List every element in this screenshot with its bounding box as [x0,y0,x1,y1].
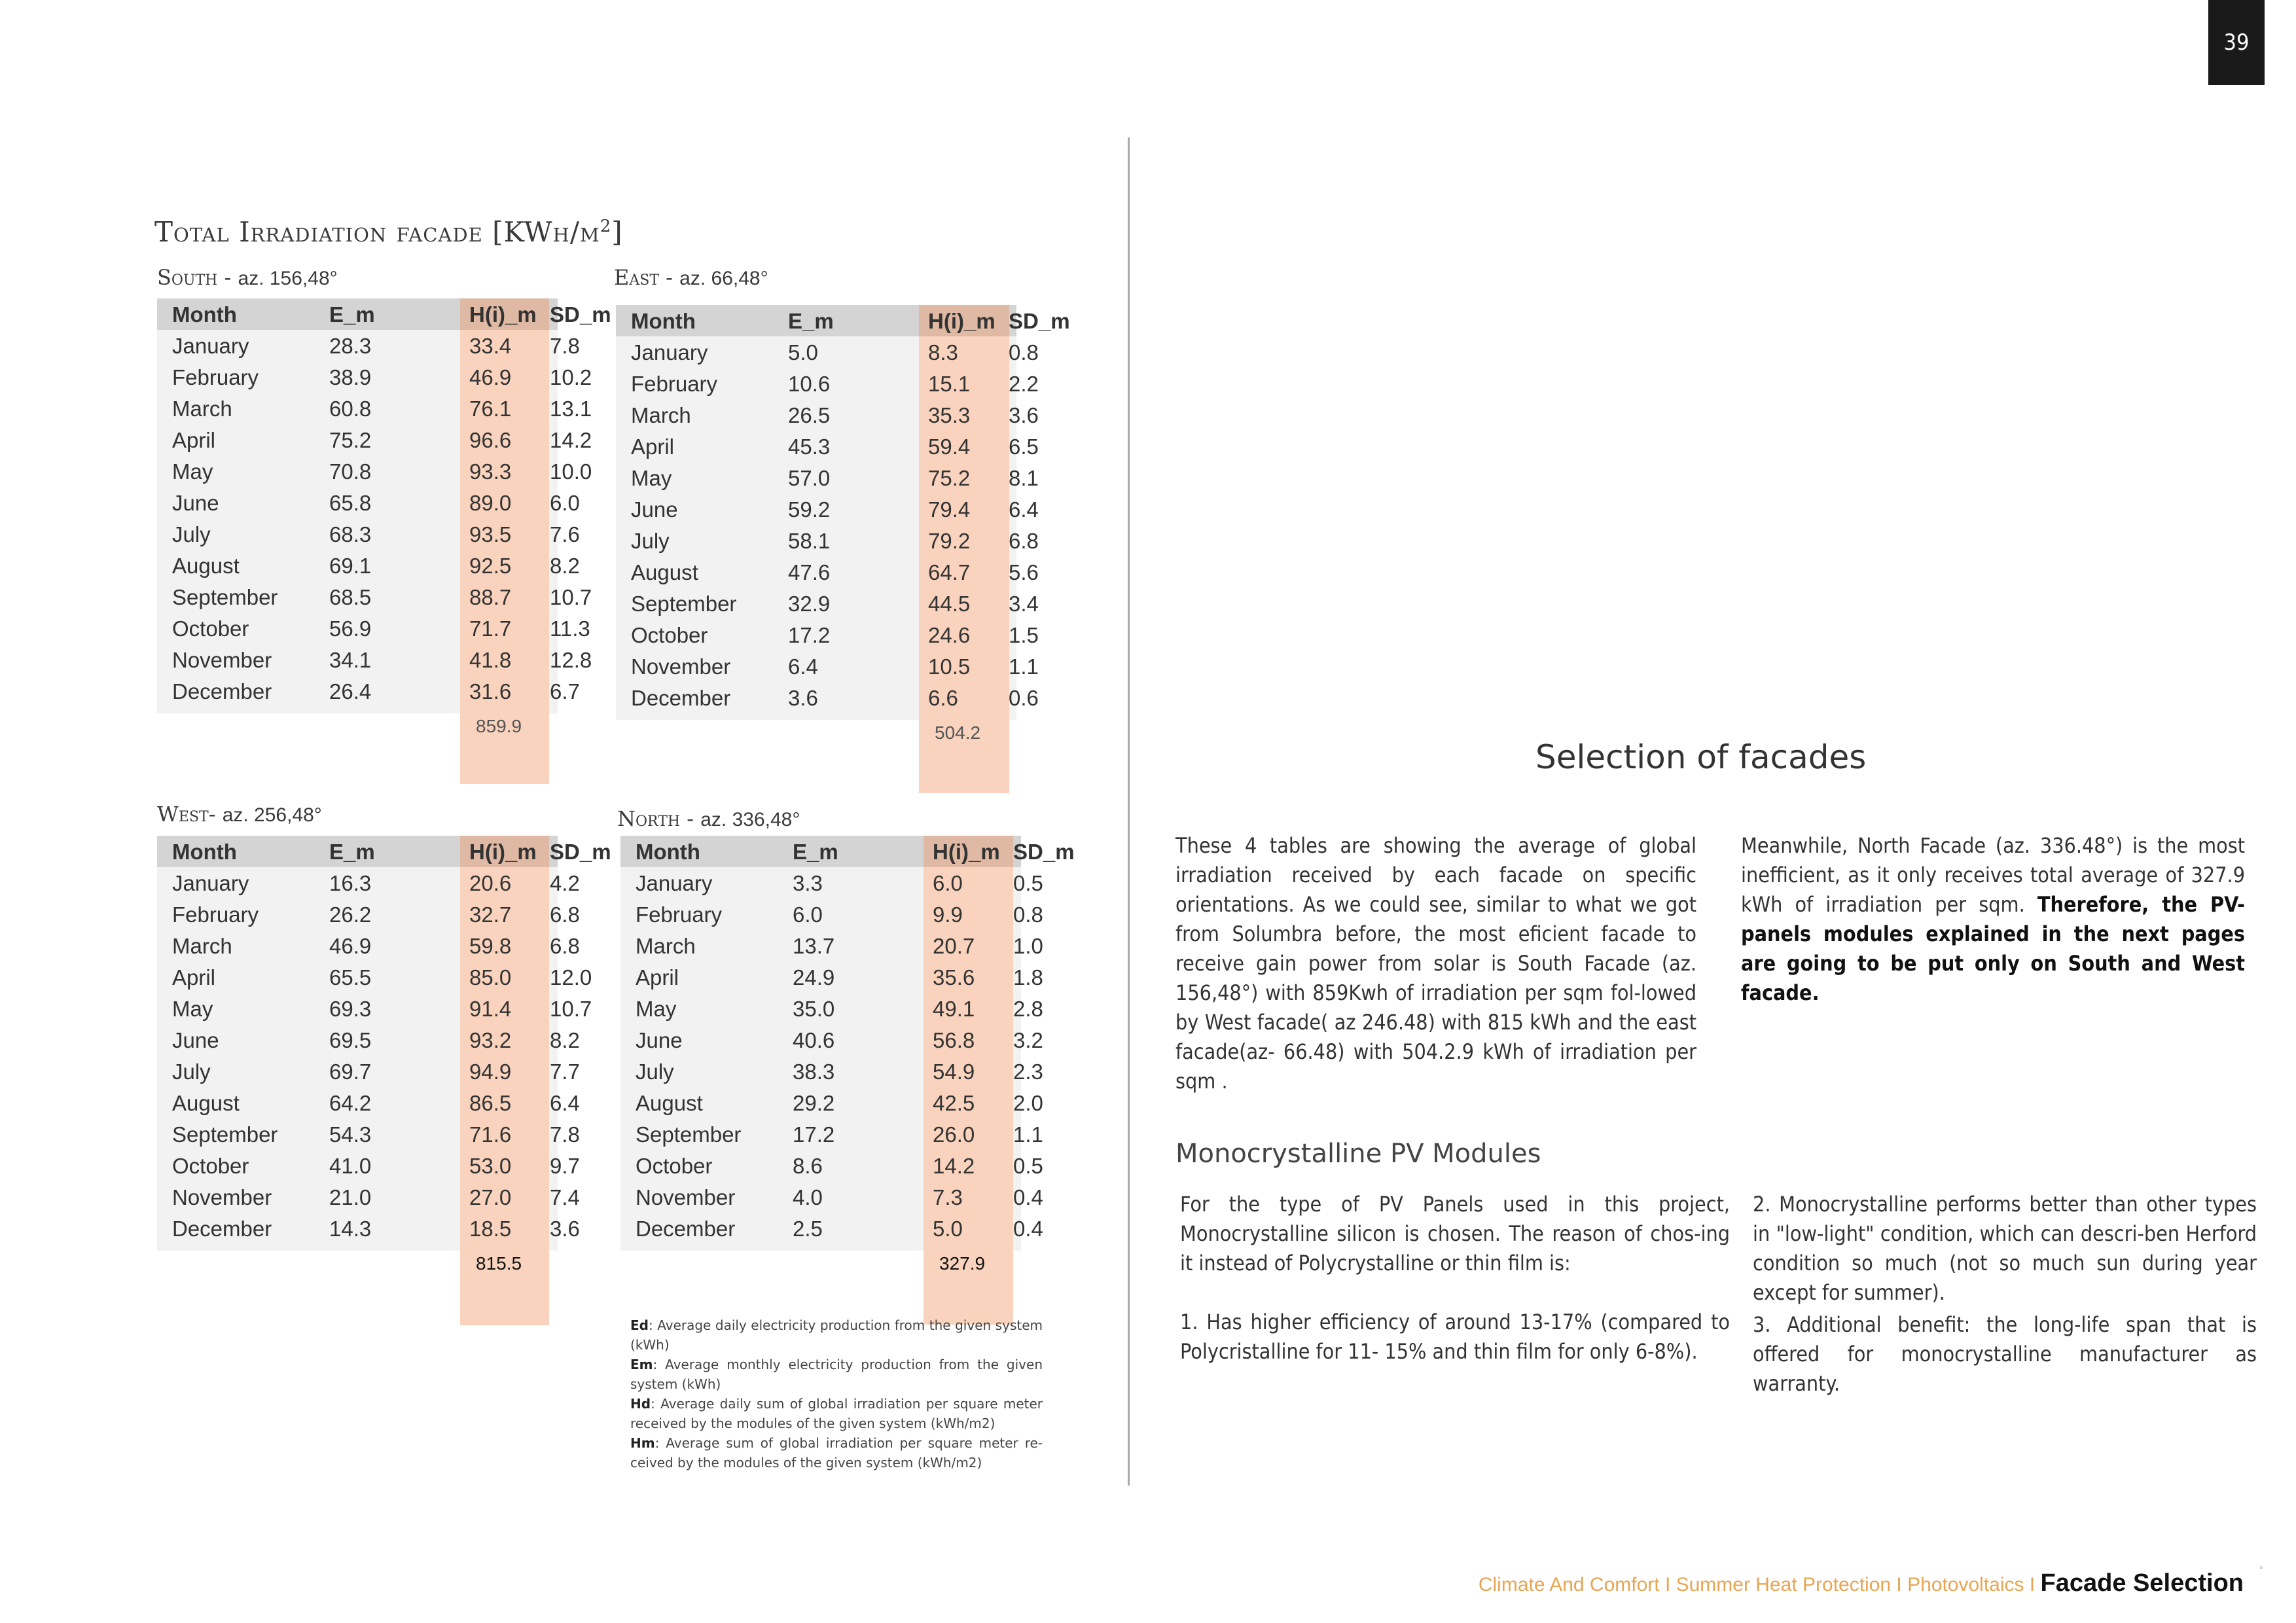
page-title-text: Total Irradiation facade [KWh/m [154,216,600,248]
month-cell: November [172,1185,272,1209]
value-cell: 0.4 [1013,1217,1043,1241]
column-header: Month [631,309,696,333]
value-cell: 68.3 [329,522,372,546]
value-cell: 4.0 [793,1185,823,1209]
value-cell: 17.2 [793,1122,835,1147]
column-header: H(i)_m [469,302,537,327]
legend-text: : Average daily electricity production from the given system (kWh) [630,1317,1043,1353]
value-cell: 59.2 [788,497,831,522]
north-table [620,836,1075,1325]
value-cell: 3.6 [1009,403,1039,427]
value-cell: 6.0 [550,491,580,515]
value-cell: 69.5 [329,1028,372,1052]
value-cell: 54.3 [329,1122,372,1147]
value-cell: 17.2 [788,623,831,647]
selection-paragraph-1: These 4 tables are showing the average of global irradiation received by each facade on specific orientations. As we could see, similar to what we got from Solumbra before, the most eficient facade to receive gain power from solar is South Facade (az. 156,48°) with 859Kwh of irradiation per sqm fol-lowed by West facade( az 246.48) with 815 kWh and the east facade(az- 66.48) with 504.2.9 kWh of irradiation per sqm . [1175,833,1696,1094]
value-cell: 10.7 [550,997,592,1021]
month-cell: July [631,529,670,553]
value-cell: 5.0 [788,340,818,365]
value-cell: 24.6 [928,623,971,647]
column-header: E_m [788,309,834,333]
annual-total: 815.5 [476,1253,522,1274]
abbreviation-legend [630,1315,1043,1472]
month-cell: February [172,902,259,927]
month-cell: May [172,997,213,1021]
value-cell: 24.9 [793,965,835,990]
month-cell: December [636,1217,736,1241]
column-header: Month [172,840,237,864]
month-cell: July [172,1060,211,1084]
mono-point-2: 2. Monocrystalline performs better than other types in "low-light" condition, which can descri-ben Herford condition so much (not so much sun during year except for summer). [1753,1192,2257,1305]
value-cell: 85.0 [469,965,512,990]
legend-term: Hm [630,1435,655,1451]
value-cell: 93.3 [469,459,512,484]
east-table [616,305,1070,793]
column-header: SD_m [1013,840,1075,864]
south-label [157,265,338,290]
value-cell: 6.8 [550,934,580,958]
month-cell: November [172,648,272,672]
month-cell: June [172,491,219,515]
value-cell: 0.6 [1009,686,1039,710]
legend-text: : Average sum of global irradiation per square meter re-ceived by the modules of the given system (kWh/m2) [630,1435,1043,1471]
value-cell: 89.0 [469,491,512,515]
value-cell: 9.9 [933,902,963,927]
column-divider [1128,137,1130,1486]
value-cell: 14.2 [550,428,592,452]
column-header: SD_m [1009,309,1070,333]
value-cell: 91.4 [469,997,512,1021]
value-cell: 60.8 [329,397,372,421]
value-cell: 3.4 [1009,592,1039,616]
west-azimuth: az. 256,48° [222,804,322,826]
value-cell: 75.2 [928,466,971,490]
annual-total: 327.9 [939,1253,986,1274]
value-cell: 96.6 [469,428,512,452]
value-cell: 6.4 [550,1091,580,1115]
column-header: H(i)_m [933,840,1000,864]
month-cell: August [631,560,698,584]
value-cell: 35.3 [928,403,971,427]
value-cell: 28.3 [329,334,372,358]
month-cell: February [636,902,723,927]
value-cell: 12.0 [550,965,592,990]
value-cell: 45.3 [788,435,831,459]
value-cell: 76.1 [469,397,512,421]
value-cell: 41.0 [329,1154,372,1178]
value-cell: 71.7 [469,616,512,641]
value-cell: 6.0 [933,871,963,895]
month-cell: April [631,435,675,459]
east-label [614,265,768,290]
value-cell: 14.2 [933,1154,975,1178]
value-cell: 42.5 [933,1091,975,1115]
value-cell: 93.2 [469,1028,512,1052]
value-cell: 79.4 [928,497,971,522]
legend-hd [630,1394,1043,1433]
month-cell: April [636,965,679,990]
value-cell: 8.6 [793,1154,823,1178]
south-azimuth: az. 156,48° [238,268,338,289]
month-cell: August [172,554,240,578]
value-cell: 6.8 [550,902,580,927]
footer-breadcrumb [1479,1569,2244,1597]
selection-title: Selection of facades [1535,738,1867,776]
month-cell: July [636,1060,674,1084]
value-cell: 10.2 [550,365,592,389]
value-cell: 13.1 [550,397,592,421]
value-cell: 59.8 [469,934,512,958]
value-cell: 2.8 [1013,997,1043,1021]
value-cell: 53.0 [469,1154,512,1178]
legend-em [630,1355,1043,1394]
value-cell: 70.8 [329,459,372,484]
value-cell: 35.0 [793,997,835,1021]
legend-term: Em [630,1357,653,1372]
value-cell: 12.8 [550,648,592,672]
annual-total: 504.2 [935,722,981,743]
value-cell: 41.8 [469,648,512,672]
footer-current-section: Facade Selection [2040,1569,2244,1597]
value-cell: 26.0 [933,1122,975,1147]
month-cell: October [172,1154,249,1178]
value-cell: 3.6 [788,686,818,710]
month-cell: October [172,616,249,641]
month-cell: August [636,1091,703,1115]
month-cell: September [172,1122,278,1147]
value-cell: 2.5 [793,1217,823,1241]
footer-mark: ° [2259,1564,2263,1575]
value-cell: 0.8 [1013,902,1043,927]
value-cell: 44.5 [928,592,971,616]
value-cell: 16.3 [329,871,372,895]
value-cell: 8.1 [1009,466,1039,490]
value-cell: 69.7 [329,1060,372,1084]
selection-conclusion: Therefore, the PV-panels modules explained in the next pages are going to be put only on South and West facade. [1741,892,2246,1005]
value-cell: 7.8 [550,1122,580,1147]
month-cell: January [172,334,249,358]
month-cell: January [631,340,708,365]
value-cell: 92.5 [469,554,512,578]
value-cell: 3.6 [550,1217,580,1241]
value-cell: 6.4 [1009,497,1039,522]
value-cell: 57.0 [788,466,831,490]
west-label-text: West- [157,802,223,827]
month-cell: February [631,372,718,396]
value-cell: 7.8 [550,334,580,358]
value-cell: 26.2 [329,902,372,927]
value-cell: 2.2 [1009,372,1039,396]
page-number: 39 [2208,0,2265,85]
month-cell: May [172,459,213,484]
column-header: SD_m [550,840,611,864]
value-cell: 31.6 [469,679,512,704]
value-cell: 38.9 [329,365,372,389]
value-cell: 20.7 [933,934,975,958]
month-cell: December [631,686,731,710]
month-cell: March [631,403,691,427]
value-cell: 69.3 [329,997,372,1021]
value-cell: 9.7 [550,1154,580,1178]
value-cell: 58.1 [788,529,831,553]
value-cell: 3.2 [1013,1028,1043,1052]
month-cell: June [631,497,678,522]
column-header: H(i)_m [469,840,537,864]
mono-point-1: 1. Has higher efficiency of around 13-17% (compared to Polycristalline for 11- 15% and thin film for only 6-8%). [1180,1310,1730,1364]
month-cell: April [172,965,216,990]
value-cell: 49.1 [933,997,975,1021]
value-cell: 5.6 [1009,560,1039,584]
month-cell: February [172,365,259,389]
month-cell: January [636,871,713,895]
month-cell: May [636,997,677,1021]
value-cell: 93.5 [469,522,512,546]
value-cell: 34.1 [329,648,372,672]
value-cell: 10.6 [788,372,831,396]
legend-hm [630,1433,1043,1472]
page-title [154,216,623,248]
value-cell: 0.4 [1013,1185,1043,1209]
value-cell: 35.6 [933,965,975,990]
value-cell: 6.7 [550,679,580,704]
value-cell: 27.0 [469,1185,512,1209]
value-cell: 29.2 [793,1091,835,1115]
column-header: H(i)_m [928,309,996,333]
month-cell: April [172,428,216,452]
month-cell: May [631,466,672,490]
west-label [157,802,322,827]
value-cell: 86.5 [469,1091,512,1115]
value-cell: 68.5 [329,585,372,609]
value-cell: 64.2 [329,1091,372,1115]
value-cell: 88.7 [469,585,512,609]
month-cell: September [172,585,278,609]
value-cell: 6.0 [793,902,823,927]
selection-paragraph-2 [1741,831,2245,1008]
column-header: E_m [329,302,375,327]
page-title-close: ] [611,216,623,248]
value-cell: 46.9 [329,934,372,958]
value-cell: 4.2 [550,871,580,895]
mono-point-3: 3. Additional benefit: the long-life span that is offered for monocrystalline manufacturer as warranty. [1753,1312,2257,1396]
north-label-text: North - [617,806,701,831]
month-cell: December [172,679,272,704]
value-cell: 6.6 [928,686,958,710]
month-cell: March [172,397,232,421]
south-label-text: South - [157,265,238,290]
value-cell: 65.8 [329,491,372,515]
east-label-text: East - [614,265,680,290]
value-cell: 10.0 [550,459,592,484]
value-cell: 75.2 [329,428,372,452]
month-cell: March [172,934,232,958]
value-cell: 59.4 [928,435,971,459]
value-cell: 1.1 [1009,654,1039,679]
value-cell: 64.7 [928,560,971,584]
column-header: Month [636,840,700,864]
legend-term: Hd [630,1396,651,1412]
value-cell: 10.5 [928,654,971,679]
value-cell: 20.6 [469,871,512,895]
value-cell: 1.0 [1013,934,1043,958]
month-cell: October [636,1154,713,1178]
value-cell: 6.4 [788,654,818,679]
month-cell: October [631,623,708,647]
value-cell: 56.8 [933,1028,975,1052]
month-cell: June [636,1028,683,1052]
value-cell: 8.3 [928,340,958,365]
month-cell: June [172,1028,219,1052]
month-cell: March [636,934,696,958]
column-header: SD_m [550,302,611,327]
value-cell: 40.6 [793,1028,835,1052]
value-cell: 94.9 [469,1060,512,1084]
value-cell: 7.3 [933,1185,963,1209]
column-header: E_m [329,840,375,864]
month-cell: September [636,1122,742,1147]
value-cell: 54.9 [933,1060,975,1084]
value-cell: 15.1 [928,372,971,396]
value-cell: 32.7 [469,902,512,927]
north-azimuth: az. 336,48° [700,809,800,830]
month-cell: November [631,654,731,679]
value-cell: 7.4 [550,1185,580,1209]
value-cell: 56.9 [329,616,372,641]
value-cell: 2.0 [1013,1091,1043,1115]
value-cell: 8.2 [550,1028,580,1052]
value-cell: 33.4 [469,334,512,358]
annual-total: 859.9 [476,716,522,736]
value-cell: 21.0 [329,1185,372,1209]
value-cell: 3.3 [793,871,823,895]
value-cell: 47.6 [788,560,831,584]
column-header: Month [172,302,237,327]
value-cell: 69.1 [329,554,372,578]
value-cell: 1.1 [1013,1122,1043,1147]
value-cell: 11.3 [550,616,590,641]
value-cell: 79.2 [928,529,971,553]
footer-crumbs: Climate And Comfort I Summer Heat Protection I Photovoltaics I [1478,1574,2041,1596]
legend-text: : Average monthly electricity production from the given system (kWh) [630,1357,1043,1392]
value-cell: 71.6 [469,1122,512,1147]
value-cell: 6.8 [1009,529,1039,553]
east-azimuth: az. 66,48° [679,268,768,289]
north-label [617,806,800,831]
value-cell: 0.5 [1013,1154,1043,1178]
value-cell: 5.0 [933,1217,963,1241]
selection-paragraph-2-text: Meanwhile, North Facade (az. 336.48°) is the most inefficient, as it only receives total average of 327.9 kWh of irradiation per sqm. [1741,833,2245,917]
value-cell: 1.5 [1009,623,1039,647]
value-cell: 6.5 [1009,435,1039,459]
value-cell: 26.5 [788,403,831,427]
south-table [157,298,611,784]
value-cell: 13.7 [793,934,835,958]
value-cell: 2.3 [1013,1060,1043,1084]
west-table [157,836,611,1325]
value-cell: 0.5 [1013,871,1043,895]
value-cell: 18.5 [469,1217,512,1241]
legend-text: : Average daily sum of global irradiation per square meter received by the modules of the given system (kWh/m2) [630,1396,1043,1431]
legend-term: Ed [630,1317,649,1333]
value-cell: 7.6 [550,522,580,546]
value-cell: 1.8 [1013,965,1043,990]
value-cell: 32.9 [788,592,831,616]
month-cell: September [631,592,737,616]
month-cell: November [636,1185,736,1209]
page-title-superscript: 2 [600,217,612,236]
column-header: E_m [793,840,838,864]
value-cell: 7.7 [550,1060,580,1084]
month-cell: December [172,1217,272,1241]
value-cell: 10.7 [550,585,592,609]
mono-title: Monocrystalline PV Modules [1175,1139,1541,1169]
value-cell: 8.2 [550,554,580,578]
mono-paragraph-1: For the type of PV Panels used in this project, Monocrystalline silicon is chosen. The reason of chos-ing it instead of Polycrystalline or thin film is: [1180,1192,1730,1275]
month-cell: August [172,1091,240,1115]
value-cell: 38.3 [793,1060,835,1084]
month-cell: January [172,871,249,895]
value-cell: 26.4 [329,679,372,704]
legend-ed [630,1315,1043,1355]
value-cell: 0.8 [1009,340,1039,365]
value-cell: 14.3 [329,1217,372,1241]
value-cell: 65.5 [329,965,372,990]
value-cell: 46.9 [469,365,512,389]
month-cell: July [172,522,211,546]
